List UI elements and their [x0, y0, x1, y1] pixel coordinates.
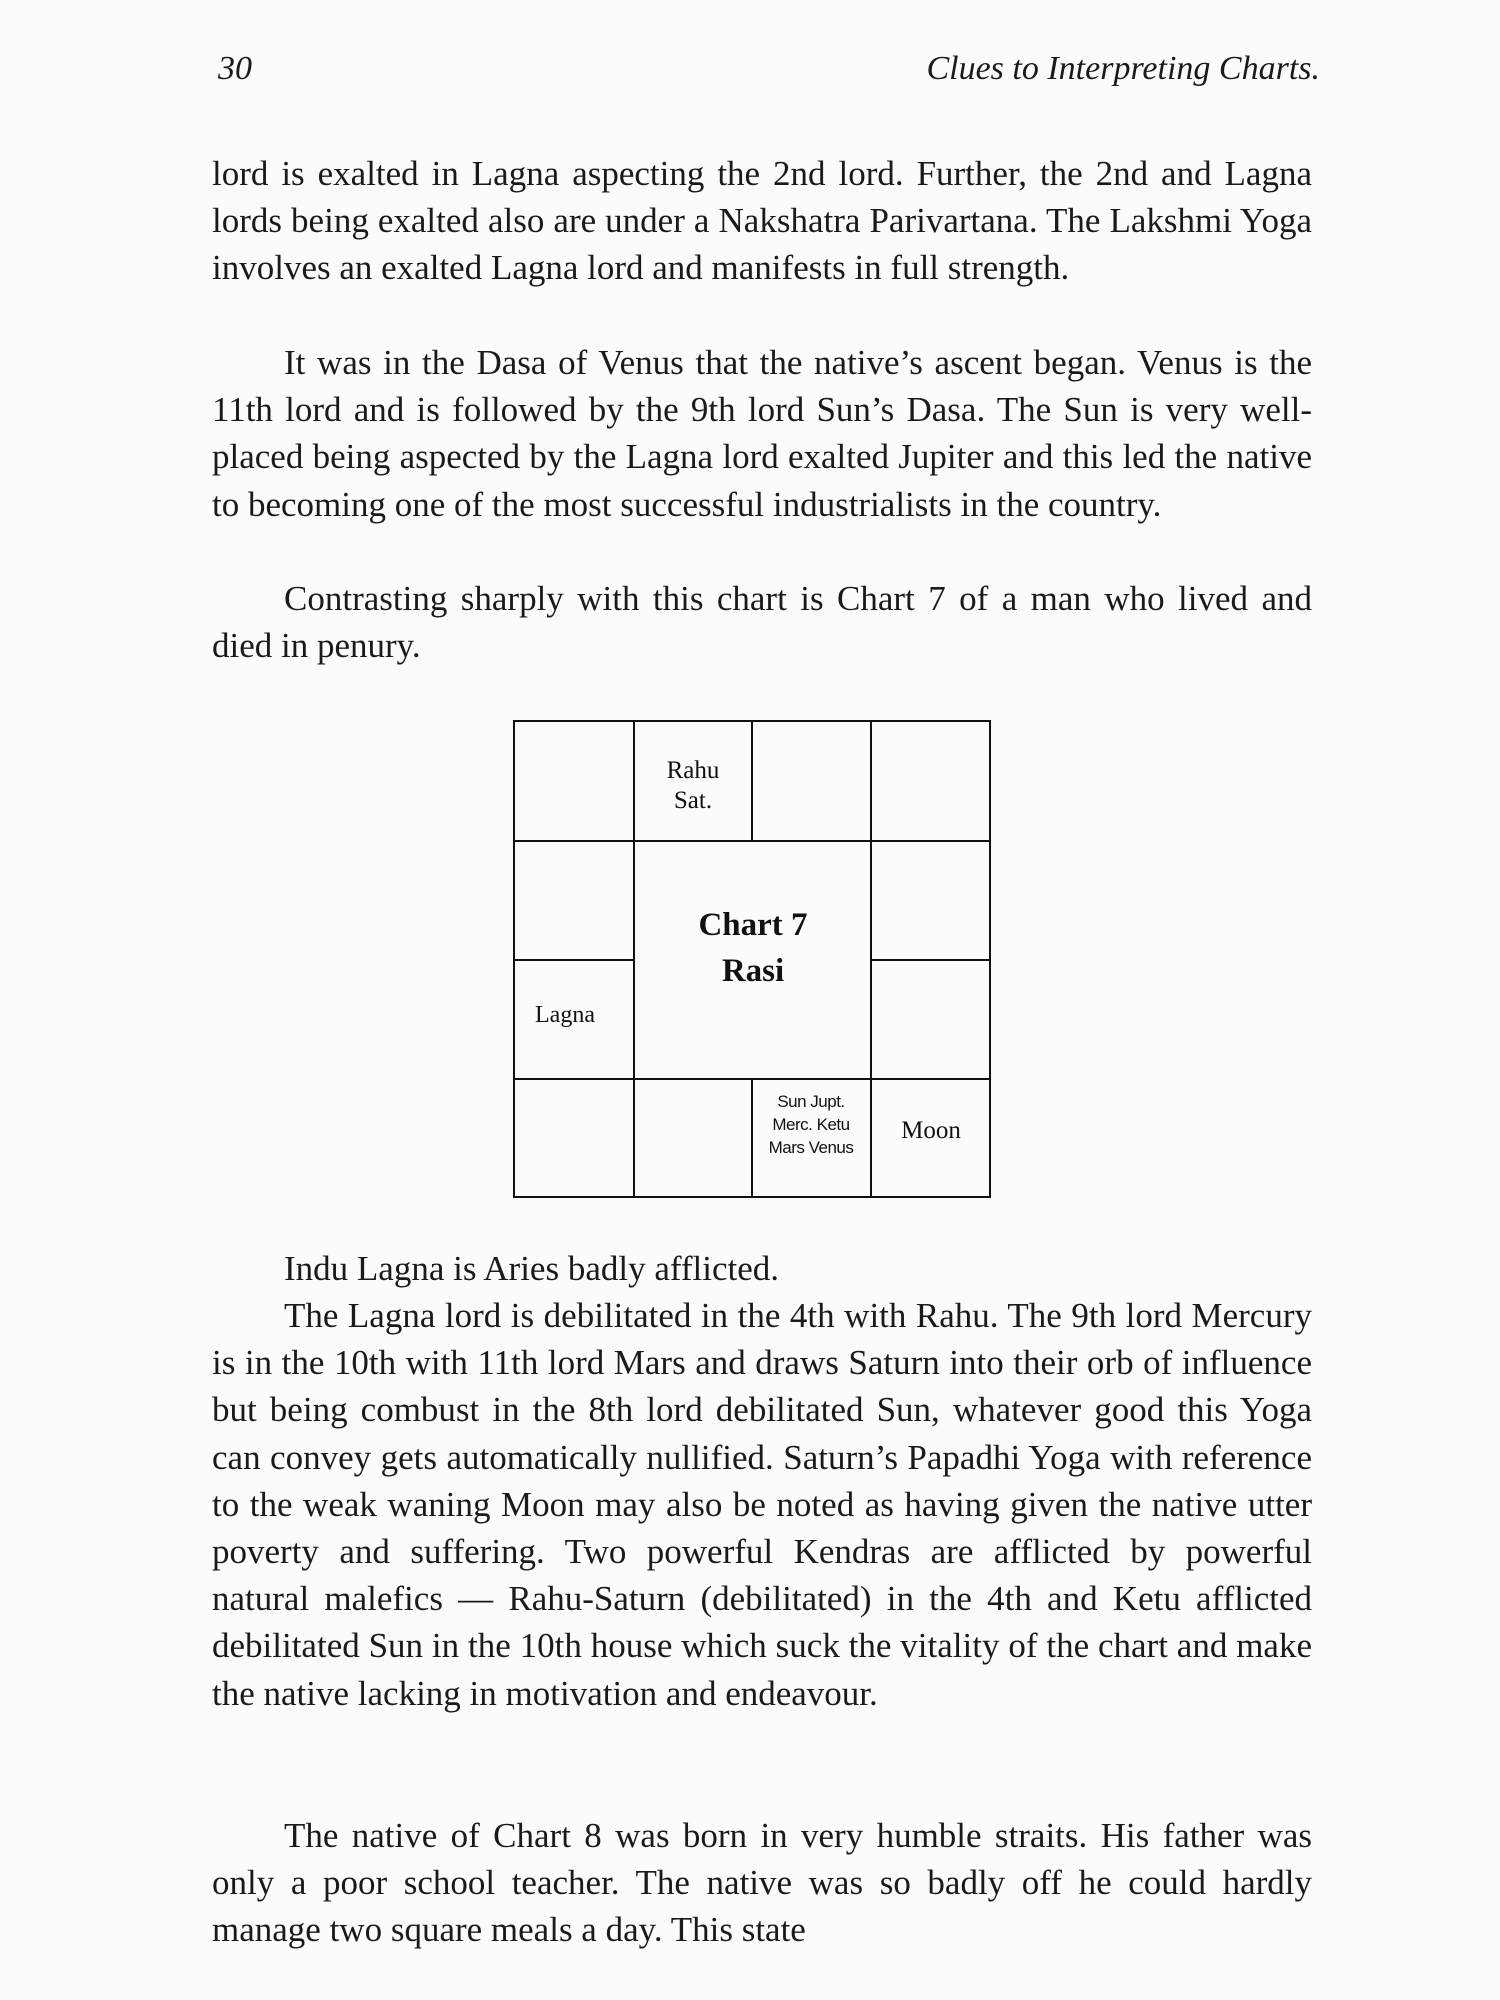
- planet-moon: Moon: [901, 1117, 961, 1144]
- grid-line: [515, 959, 633, 961]
- planet-saturn: Sat.: [673, 787, 713, 814]
- chart-type: Rasi: [721, 953, 785, 989]
- grid-line: [515, 840, 989, 842]
- planet-mercury-ketu: Merc. Ketu: [772, 1115, 850, 1134]
- planet-mars-venus: Mars Venus: [768, 1138, 854, 1157]
- planet-lagna: Lagna: [535, 1002, 595, 1028]
- rasi-chart: [513, 720, 991, 1198]
- chart-name: Chart 7: [698, 907, 808, 943]
- planet-rahu: Rahu: [666, 757, 720, 784]
- paragraph-indu-lagna: Indu Lagna is Aries badly afflicted.: [284, 1249, 780, 1288]
- page-number: 30: [218, 50, 252, 87]
- paragraph-venus-dasa: It was in the Dasa of Venus that the native’s ascent began. Venus is the 11th lord and is followed by the 9th lord Sun’s Dasa. The Sun is very well-placed being aspected by the Lagna lord exalted Jupiter and this led the native to becoming one of the most successful industrialists in the country.: [212, 343, 1312, 524]
- paragraph-contrasting-chart: Contrasting sharply with this chart is Chart 7 of a man who lived and died in penury.: [212, 579, 1312, 666]
- house-moon: [871, 1117, 991, 1145]
- house-lagna: [535, 1002, 635, 1029]
- paragraph-lagna-lord: The Lagna lord is debilitated in the 4th with Rahu. The 9th lord Mercury is in the 10th with 11th lord Mars and draws Saturn into their orb of influence but being combust in the 8th lord debilitated Sun, whatever good this Yoga can convey gets automatically nullified. Saturn’s Papadhi Yoga with reference to the weak waning Moon may also be noted as having given the native utter poverty and suffering. Two powerful Kendras are afflicted by powerful natural malefics — Rahu-Saturn (debilitated) in the 4th and Ketu afflicted debilitated Sun in the 10th house which suck the vitality of the chart and make the native lacking in motivation and endeavour.: [212, 1296, 1312, 1713]
- planet-sun-jupiter: Sun Jupt.: [777, 1092, 845, 1111]
- chart-title: [635, 902, 871, 994]
- running-header: [218, 50, 1320, 100]
- grid-line: [751, 722, 753, 840]
- house-sun-group: [753, 1090, 869, 1159]
- running-title: Clues to Interpreting Charts.: [926, 50, 1320, 87]
- grid-line: [870, 959, 989, 961]
- paragraph-lakshmi-yoga: lord is exalted in Lagna aspecting the 2nd lord. Further, the 2nd and Lagna lords being exalted also are under a Nakshatra Parivartana. The Lakshmi Yoga involves an exalted Lagna lord and manifests in full strength.: [212, 154, 1312, 288]
- paragraph-chart-8: The native of Chart 8 was born in very humble straits. His father was only a poor school teacher. The native was so badly off he could hardly manage two square meals a day. This state: [212, 1816, 1312, 1950]
- house-rahu-saturn: [635, 756, 751, 816]
